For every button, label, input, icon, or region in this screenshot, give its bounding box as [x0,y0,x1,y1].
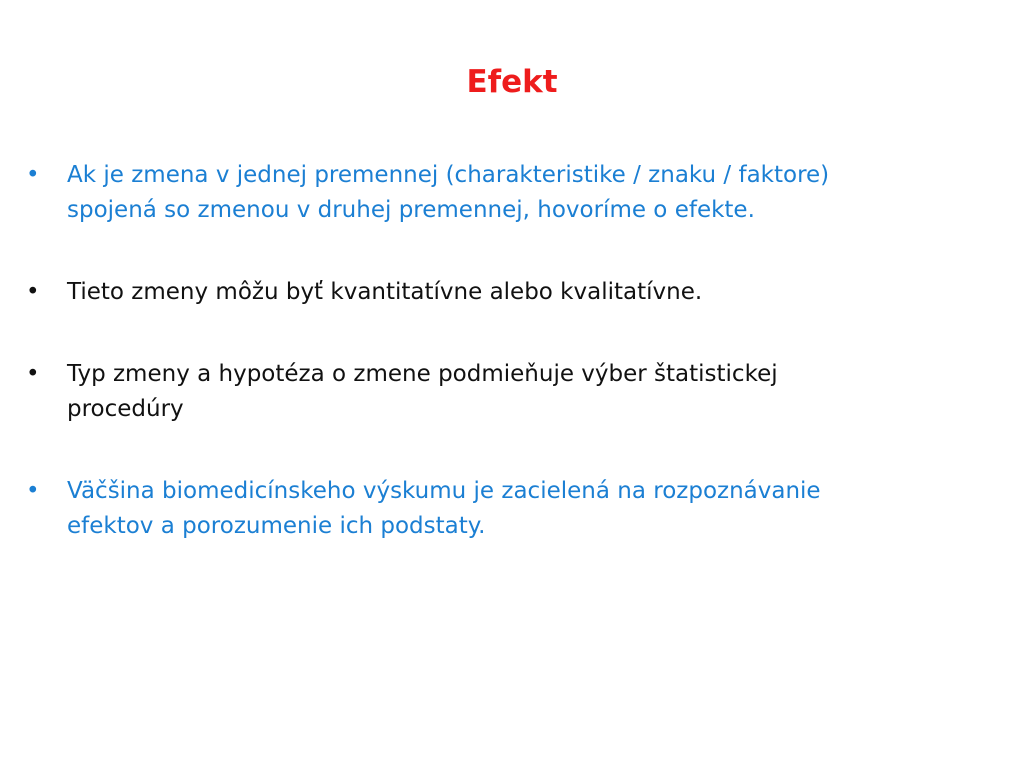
bullet-icon: • [26,361,40,387]
bullet-text-line: Väčšina biomedicínskeho výskumu je zacielená na rozpoznávanie [67,478,821,504]
bullet-text-line: spojená so zmenou v druhej premennej, hovoríme o efekte. [67,197,755,223]
bullet-text-line: procedúry [67,396,184,422]
bullet-item-effect-definition [26,158,986,228]
bullet-text-line: Ak je zmena v jednej premennej (charakteristike / znaku / faktore) [67,162,830,188]
bullet-item-change-types [26,275,986,310]
bullet-icon: • [26,279,40,305]
bullet-item-procedure-choice [26,357,986,427]
bullet-text-line: efektov a porozumenie ich podstaty. [67,513,486,539]
bullet-text-line: Tieto zmeny môžu byť kvantitatívne alebo kvalitatívne. [67,279,703,305]
bullet-icon: • [26,162,40,188]
slide-title: Efekt [466,64,558,100]
bullet-list [26,158,986,544]
bullet-icon: • [26,478,40,504]
bullet-text-line: Typ zmeny a hypotéza o zmene podmieňuje výber štatistickej [67,361,778,387]
bullet-item-biomedical-research [26,474,986,544]
